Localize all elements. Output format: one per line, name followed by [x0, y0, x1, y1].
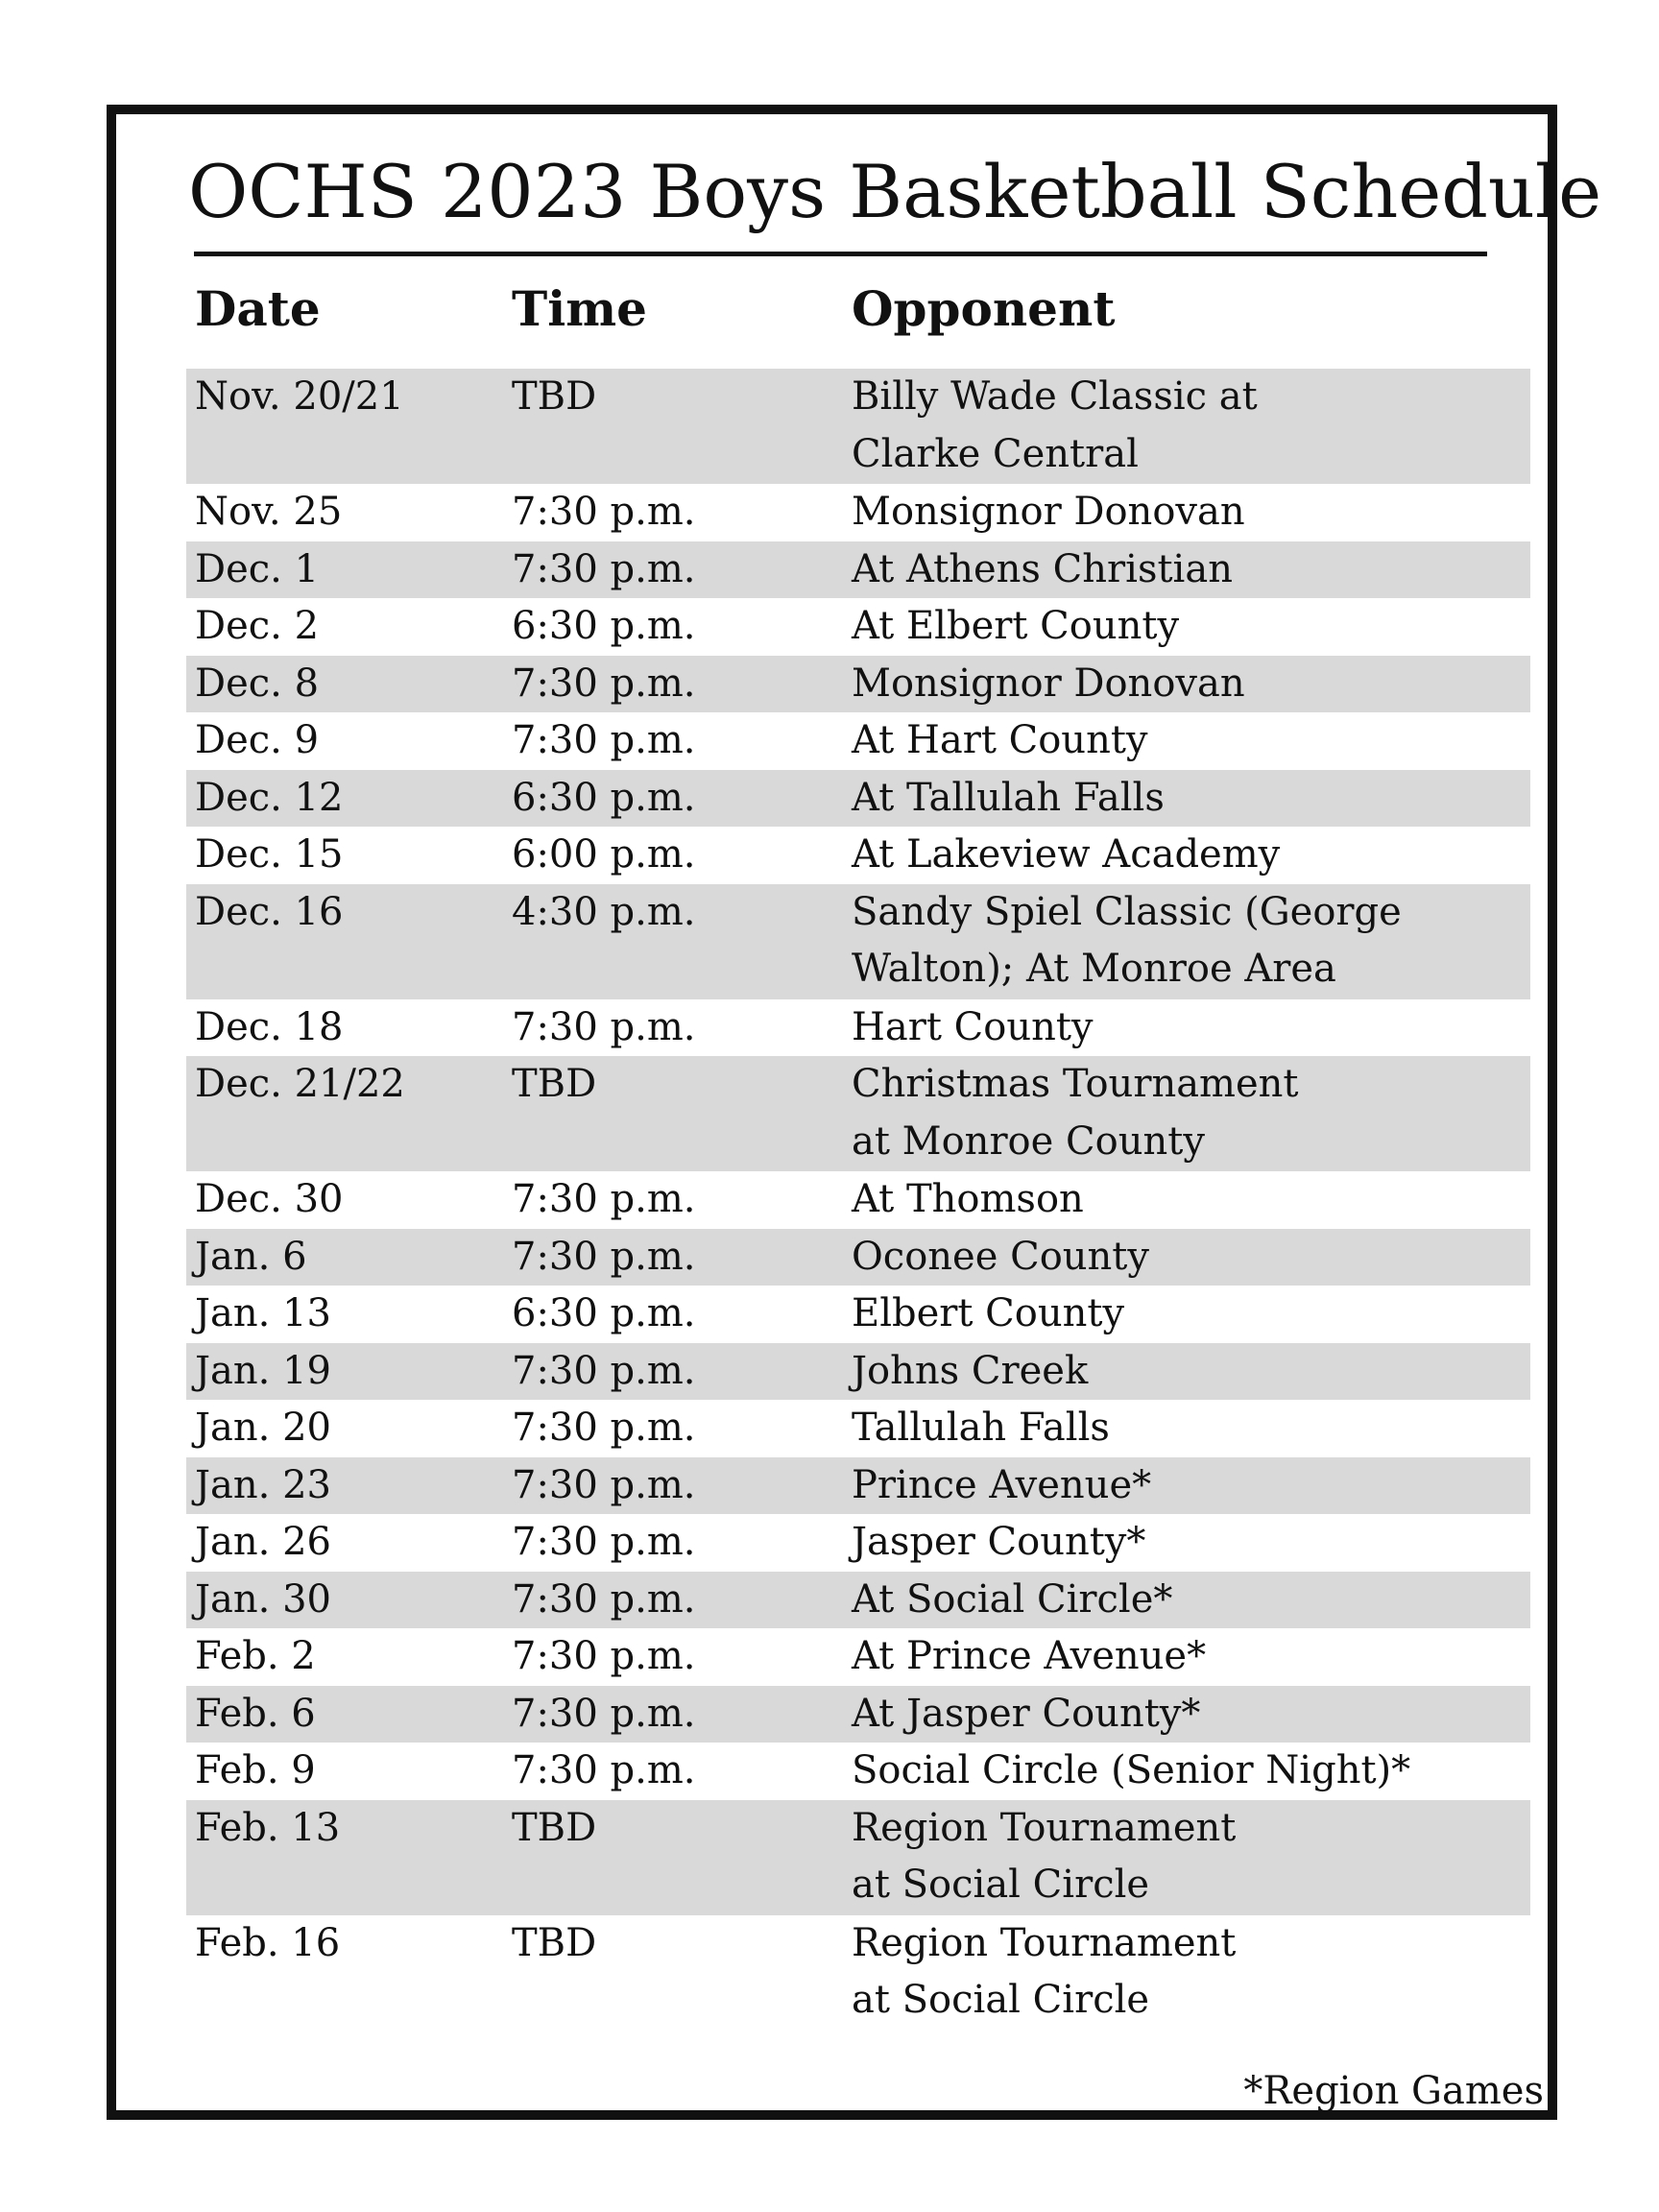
table-row	[186, 1056, 1530, 1171]
cell-time: 7:30 p.m.	[512, 1177, 696, 1221]
table-row	[186, 884, 1530, 999]
cell-opponent-line: Clarke Central	[852, 431, 1139, 476]
cell-opponent	[852, 1686, 1200, 1743]
table-row	[186, 1229, 1530, 1286]
table-row	[186, 656, 1530, 713]
cell-date: Feb. 2	[195, 1634, 316, 1678]
cell-opponent	[852, 1343, 1088, 1401]
cell-opponent-line: at Social Circle	[852, 1863, 1150, 1907]
table-row	[186, 712, 1530, 770]
cell-date: Jan. 20	[195, 1406, 331, 1450]
cell-time: 7:30 p.m.	[512, 490, 696, 534]
cell-time: 4:30 p.m.	[512, 889, 696, 934]
cell-time: TBD	[512, 1920, 597, 1965]
table-row	[186, 1572, 1530, 1629]
cell-date: Jan. 13	[195, 1291, 331, 1335]
footnote: *Region Games	[1243, 2069, 1544, 2113]
cell-date: Jan. 6	[195, 1234, 307, 1279]
cell-opponent-line: At Prince Avenue*	[852, 1634, 1207, 1678]
cell-opponent-line: Billy Wade Classic at	[852, 374, 1258, 419]
cell-opponent	[852, 999, 1094, 1057]
table-row	[186, 770, 1530, 828]
cell-time: 6:00 p.m.	[512, 832, 696, 877]
cell-opponent-line: At Social Circle*	[852, 1576, 1173, 1622]
cell-opponent	[852, 712, 1148, 770]
cell-opponent-line: Elbert County	[852, 1291, 1125, 1335]
cell-opponent-line: Tallulah Falls	[852, 1406, 1110, 1450]
table-row	[186, 1286, 1530, 1343]
cell-opponent-line: At Tallulah Falls	[852, 775, 1165, 820]
table-row	[186, 598, 1530, 656]
cell-opponent	[852, 656, 1245, 713]
cell-opponent-line: Hart County	[852, 1004, 1094, 1049]
column-header-date: Date	[195, 280, 321, 337]
cell-opponent-line: Walton); At Monroe Area	[852, 947, 1336, 991]
cell-date: Jan. 26	[195, 1520, 331, 1564]
cell-opponent-line: Region Tournament	[852, 1920, 1237, 1965]
cell-date: Dec. 9	[195, 718, 320, 762]
cell-date: Dec. 8	[195, 661, 320, 706]
column-header-time: Time	[512, 280, 647, 337]
cell-opponent	[852, 484, 1245, 541]
table-row	[186, 369, 1530, 484]
table-row	[186, 541, 1530, 599]
table-row	[186, 1457, 1530, 1515]
cell-time: 7:30 p.m.	[512, 661, 696, 706]
cell-date: Jan. 19	[195, 1348, 331, 1393]
cell-time: 7:30 p.m.	[512, 718, 696, 762]
cell-time: 7:30 p.m.	[512, 1462, 696, 1507]
table-row	[186, 1628, 1530, 1686]
cell-opponent	[852, 1457, 1151, 1515]
cell-date: Dec. 21/22	[195, 1062, 405, 1106]
cell-date: Feb. 9	[195, 1748, 316, 1792]
table-row	[186, 999, 1530, 1057]
cell-opponent	[852, 770, 1165, 828]
cell-opponent	[852, 827, 1280, 884]
cell-opponent-line: Monsignor Donovan	[852, 661, 1245, 706]
cell-date: Feb. 16	[195, 1920, 341, 1965]
cell-opponent-line: Region Tournament	[852, 1805, 1237, 1850]
cell-time: 7:30 p.m.	[512, 1691, 696, 1736]
cell-opponent	[852, 1171, 1084, 1229]
table-row	[186, 1686, 1530, 1743]
cell-opponent-line: At Jasper County*	[852, 1691, 1201, 1736]
cell-date: Dec. 18	[195, 1004, 344, 1049]
cell-opponent-line: Monsignor Donovan	[852, 490, 1245, 534]
title-underline	[194, 252, 1487, 256]
cell-opponent	[852, 1800, 1236, 1914]
cell-opponent-line: Christmas Tournament	[852, 1062, 1299, 1106]
cell-opponent-line: At Thomson	[852, 1177, 1084, 1221]
cell-opponent	[852, 1628, 1206, 1686]
cell-date: Dec. 16	[195, 889, 344, 934]
cell-opponent-line: At Athens Christian	[852, 546, 1233, 591]
cell-opponent	[852, 1056, 1299, 1170]
cell-time: 7:30 p.m.	[512, 1748, 696, 1792]
cell-date: Dec. 12	[195, 775, 344, 820]
cell-opponent	[852, 369, 1258, 483]
cell-opponent-line: Jasper County*	[852, 1520, 1146, 1564]
schedule-table	[186, 369, 1530, 2031]
column-header-opponent: Opponent	[852, 280, 1116, 337]
table-row	[186, 1800, 1530, 1915]
cell-opponent	[852, 598, 1179, 656]
cell-opponent-line: Oconee County	[852, 1234, 1149, 1279]
cell-date: Dec. 30	[195, 1177, 344, 1221]
cell-time: 6:30 p.m.	[512, 775, 696, 820]
cell-opponent	[852, 884, 1402, 998]
cell-opponent	[852, 1915, 1236, 2030]
cell-opponent	[852, 1572, 1172, 1629]
cell-opponent	[852, 1229, 1149, 1286]
cell-opponent	[852, 541, 1233, 599]
cell-time: 7:30 p.m.	[512, 1234, 696, 1279]
table-row	[186, 827, 1530, 884]
cell-date: Dec. 1	[195, 546, 320, 591]
cell-date: Jan. 30	[195, 1576, 331, 1622]
cell-time: TBD	[512, 1805, 597, 1850]
cell-opponent-line: At Lakeview Academy	[852, 832, 1281, 877]
cell-date: Feb. 6	[195, 1691, 316, 1736]
table-row	[186, 1400, 1530, 1457]
cell-opponent-line: At Elbert County	[852, 604, 1180, 648]
cell-time: 7:30 p.m.	[512, 1406, 696, 1450]
cell-date: Jan. 23	[195, 1462, 331, 1507]
table-row	[186, 484, 1530, 541]
table-header	[186, 275, 1530, 344]
cell-time: 7:30 p.m.	[512, 1576, 696, 1622]
table-row	[186, 1915, 1530, 2031]
cell-time: TBD	[512, 1062, 597, 1106]
cell-date: Nov. 25	[195, 490, 343, 534]
page-title: OCHS 2023 Boys Basketball Schedule	[188, 149, 1602, 234]
cell-time: TBD	[512, 374, 597, 419]
cell-opponent	[852, 1286, 1124, 1343]
table-row	[186, 1343, 1530, 1401]
cell-opponent	[852, 1514, 1145, 1572]
cell-time: 7:30 p.m.	[512, 546, 696, 591]
cell-time: 7:30 p.m.	[512, 1634, 696, 1678]
cell-date: Dec. 2	[195, 604, 320, 648]
table-row	[186, 1743, 1530, 1800]
cell-opponent	[852, 1400, 1110, 1457]
cell-opponent-line: Social Circle (Senior Night)*	[852, 1748, 1411, 1792]
cell-time: 7:30 p.m.	[512, 1348, 696, 1393]
cell-opponent-line: Johns Creek	[852, 1348, 1089, 1393]
cell-time: 6:30 p.m.	[512, 604, 696, 648]
cell-time: 7:30 p.m.	[512, 1520, 696, 1564]
cell-opponent	[852, 1743, 1410, 1800]
cell-opponent-line: at Monroe County	[852, 1118, 1205, 1164]
cell-date: Feb. 13	[195, 1805, 341, 1850]
cell-opponent-line: Prince Avenue*	[852, 1462, 1152, 1507]
cell-opponent-line: at Social Circle	[852, 1978, 1150, 2022]
cell-opponent-line: Sandy Spiel Classic (George	[852, 889, 1402, 934]
cell-date: Dec. 15	[195, 832, 344, 877]
table-row	[186, 1171, 1530, 1229]
cell-date: Nov. 20/21	[195, 374, 404, 419]
cell-opponent-line: At Hart County	[852, 718, 1148, 762]
cell-time: 7:30 p.m.	[512, 1004, 696, 1049]
cell-time: 6:30 p.m.	[512, 1291, 696, 1335]
table-row	[186, 1514, 1530, 1572]
